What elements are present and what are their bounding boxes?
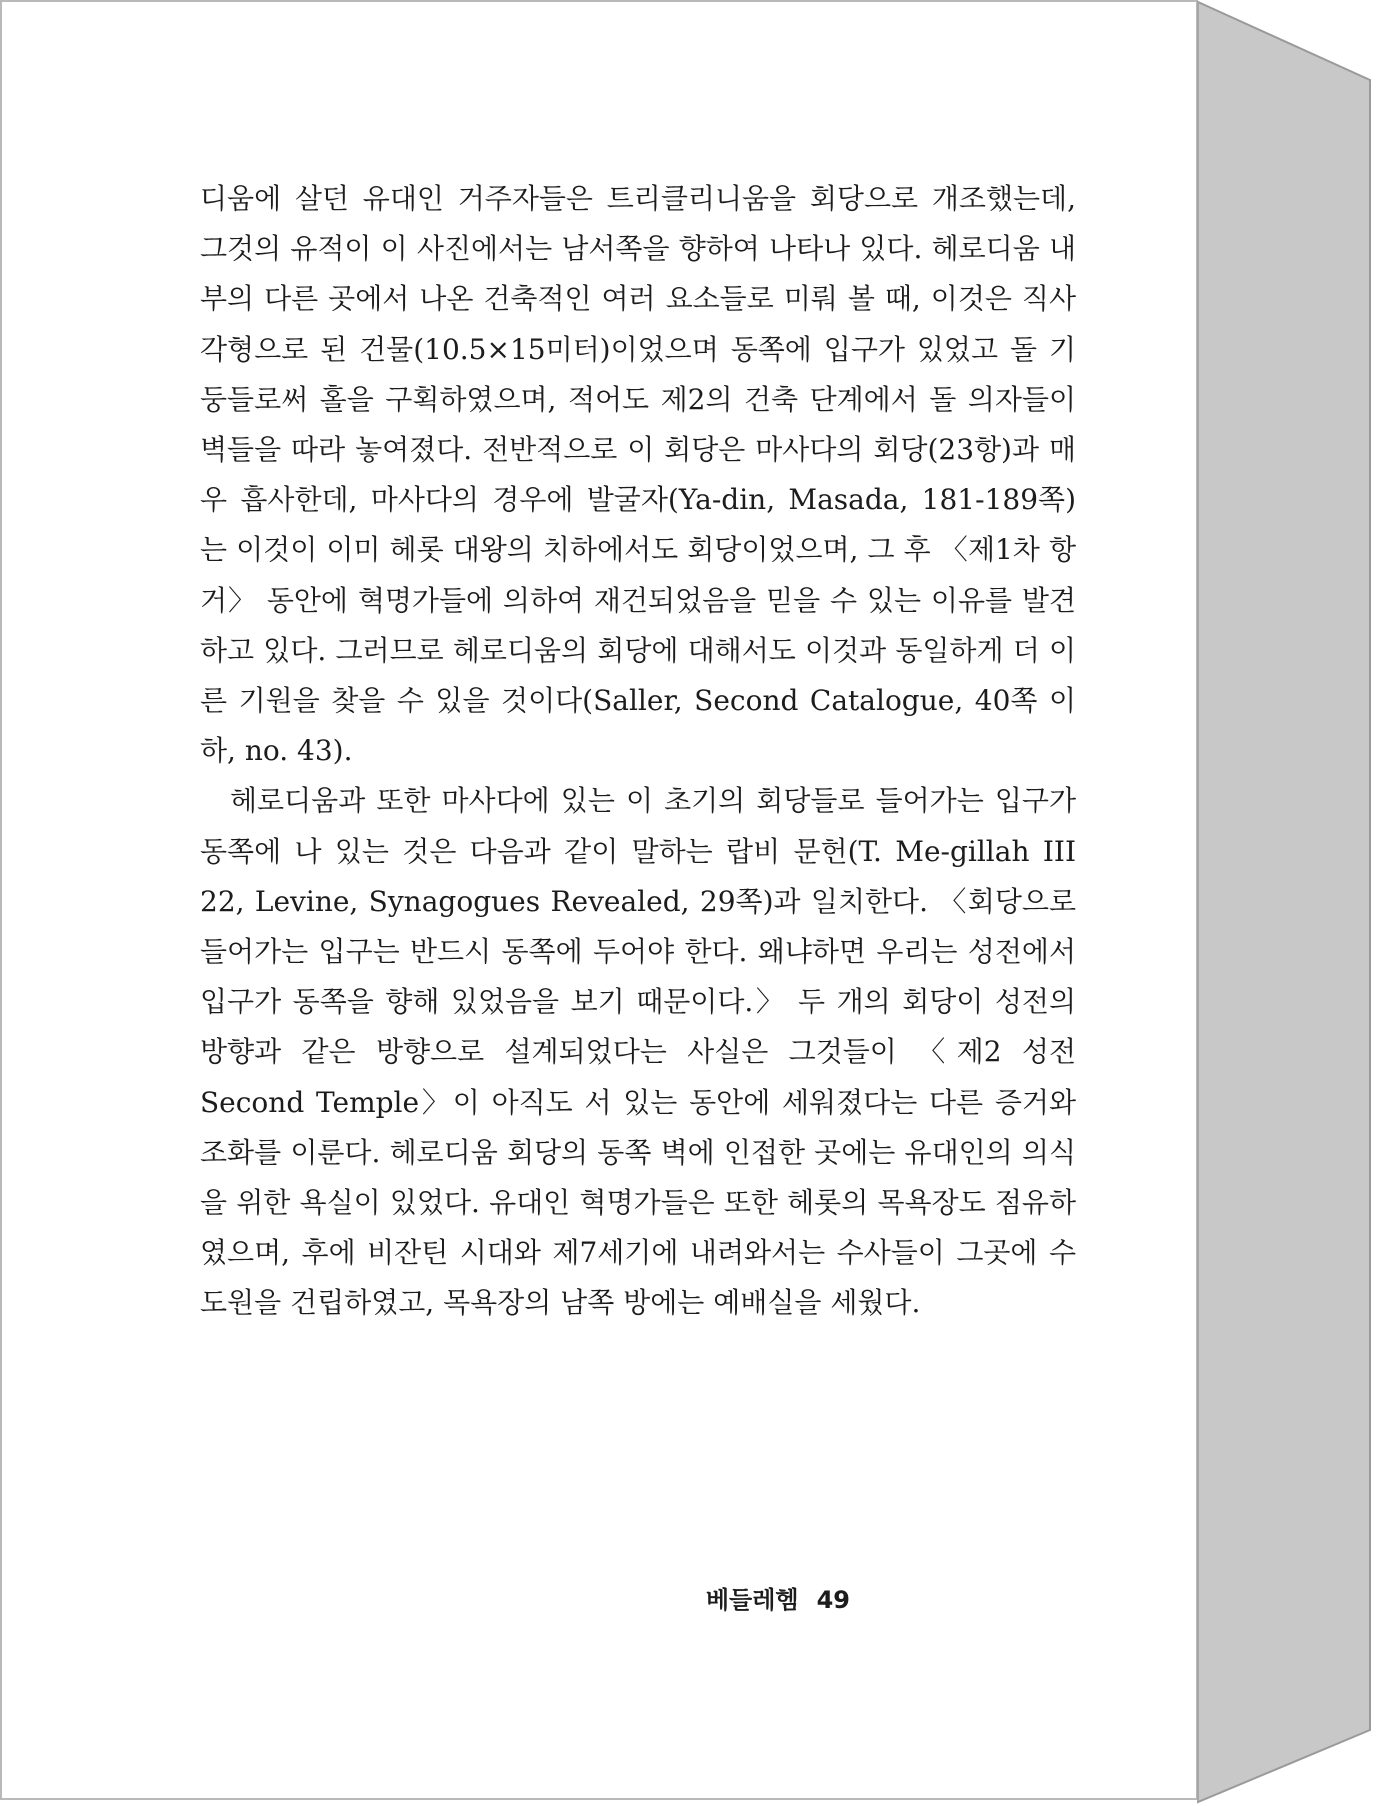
page-number: 49 — [816, 1586, 850, 1614]
paragraph: 디움에 살던 유대인 거주자들은 트리클리니움을 회당으로 개조했는데, 그것의 유적이 이 사진에서는 남서쪽을 향하여 나타나 있다. 헤로디움 내부의 다른 곳에서 나온 건축적인 여러 요소들로 미뤄 볼 때, 이것은 직사각형으로 된 건물(10.5×15미터)이었으며 동쪽에 입구가 있었고 돌 기둥들로써 홀을 구획하였으며, 적어도 제2의 건축 단계에서 돌 의자들이 벽들을 따라 놓여졌다. 전반적으로 이 회당은 마사다의 회당(23항)과 매우 흡사한데, 마사다의 경우에 발굴자(Ya-din, Masada, 181-189쪽)는 이것이 이미 헤롯 대왕의 치하에서도 회당이었으며, 그 후 〈제1차 항거〉 동안에 혁명가들에 의하여 재건되었음을 믿을 수 있는 이유를 발견하고 있다. 그러므로 헤로디움의 회당에 대해서도 이것과 동일하게 더 이른 기원을 찾을 수 있을 것이다(Saller, Second Catalogue, 40쪽 이하, no. 43). — [200, 182, 1076, 768]
paragraph: 헤로디움과 또한 마사다에 있는 이 초기의 회당들로 들어가는 입구가 동쪽에 나 있는 것은 다음과 같이 말하는 랍비 문헌(T. Me-gillah III 22, Levine, Synagogues Revealed, 29쪽)과 일치한다. 〈회당으로 들어가는 입구는 반드시 동쪽에 두어야 한다. 왜냐하면 우리는 성전에서 입구가 동쪽을 향해 있었음을 보기 때문이다.〉 두 개의 회당이 성전의 방향과 같은 방향으로 설계되었다는 사실은 그것들이 〈제2 성전 Second Temple〉이 아직도 서 있는 동안에 세워졌다는 다른 증거와 조화를 이룬다. 헤로디움 회당의 동쪽 벽에 인접한 곳에는 유대인의 의식을 위한 욕실이 있었다. 유대인 혁명가들은 또한 헤롯의 목욕장도 점유하였으며, 후에 비잔틴 시대와 제7세기에 내려와서는 수사들이 그곳에 수도원을 건립하였고, 목욕장의 남쪽 방에는 예배실을 세웠다. — [200, 784, 1076, 1320]
section-title: 베들레헴 — [705, 1586, 799, 1614]
